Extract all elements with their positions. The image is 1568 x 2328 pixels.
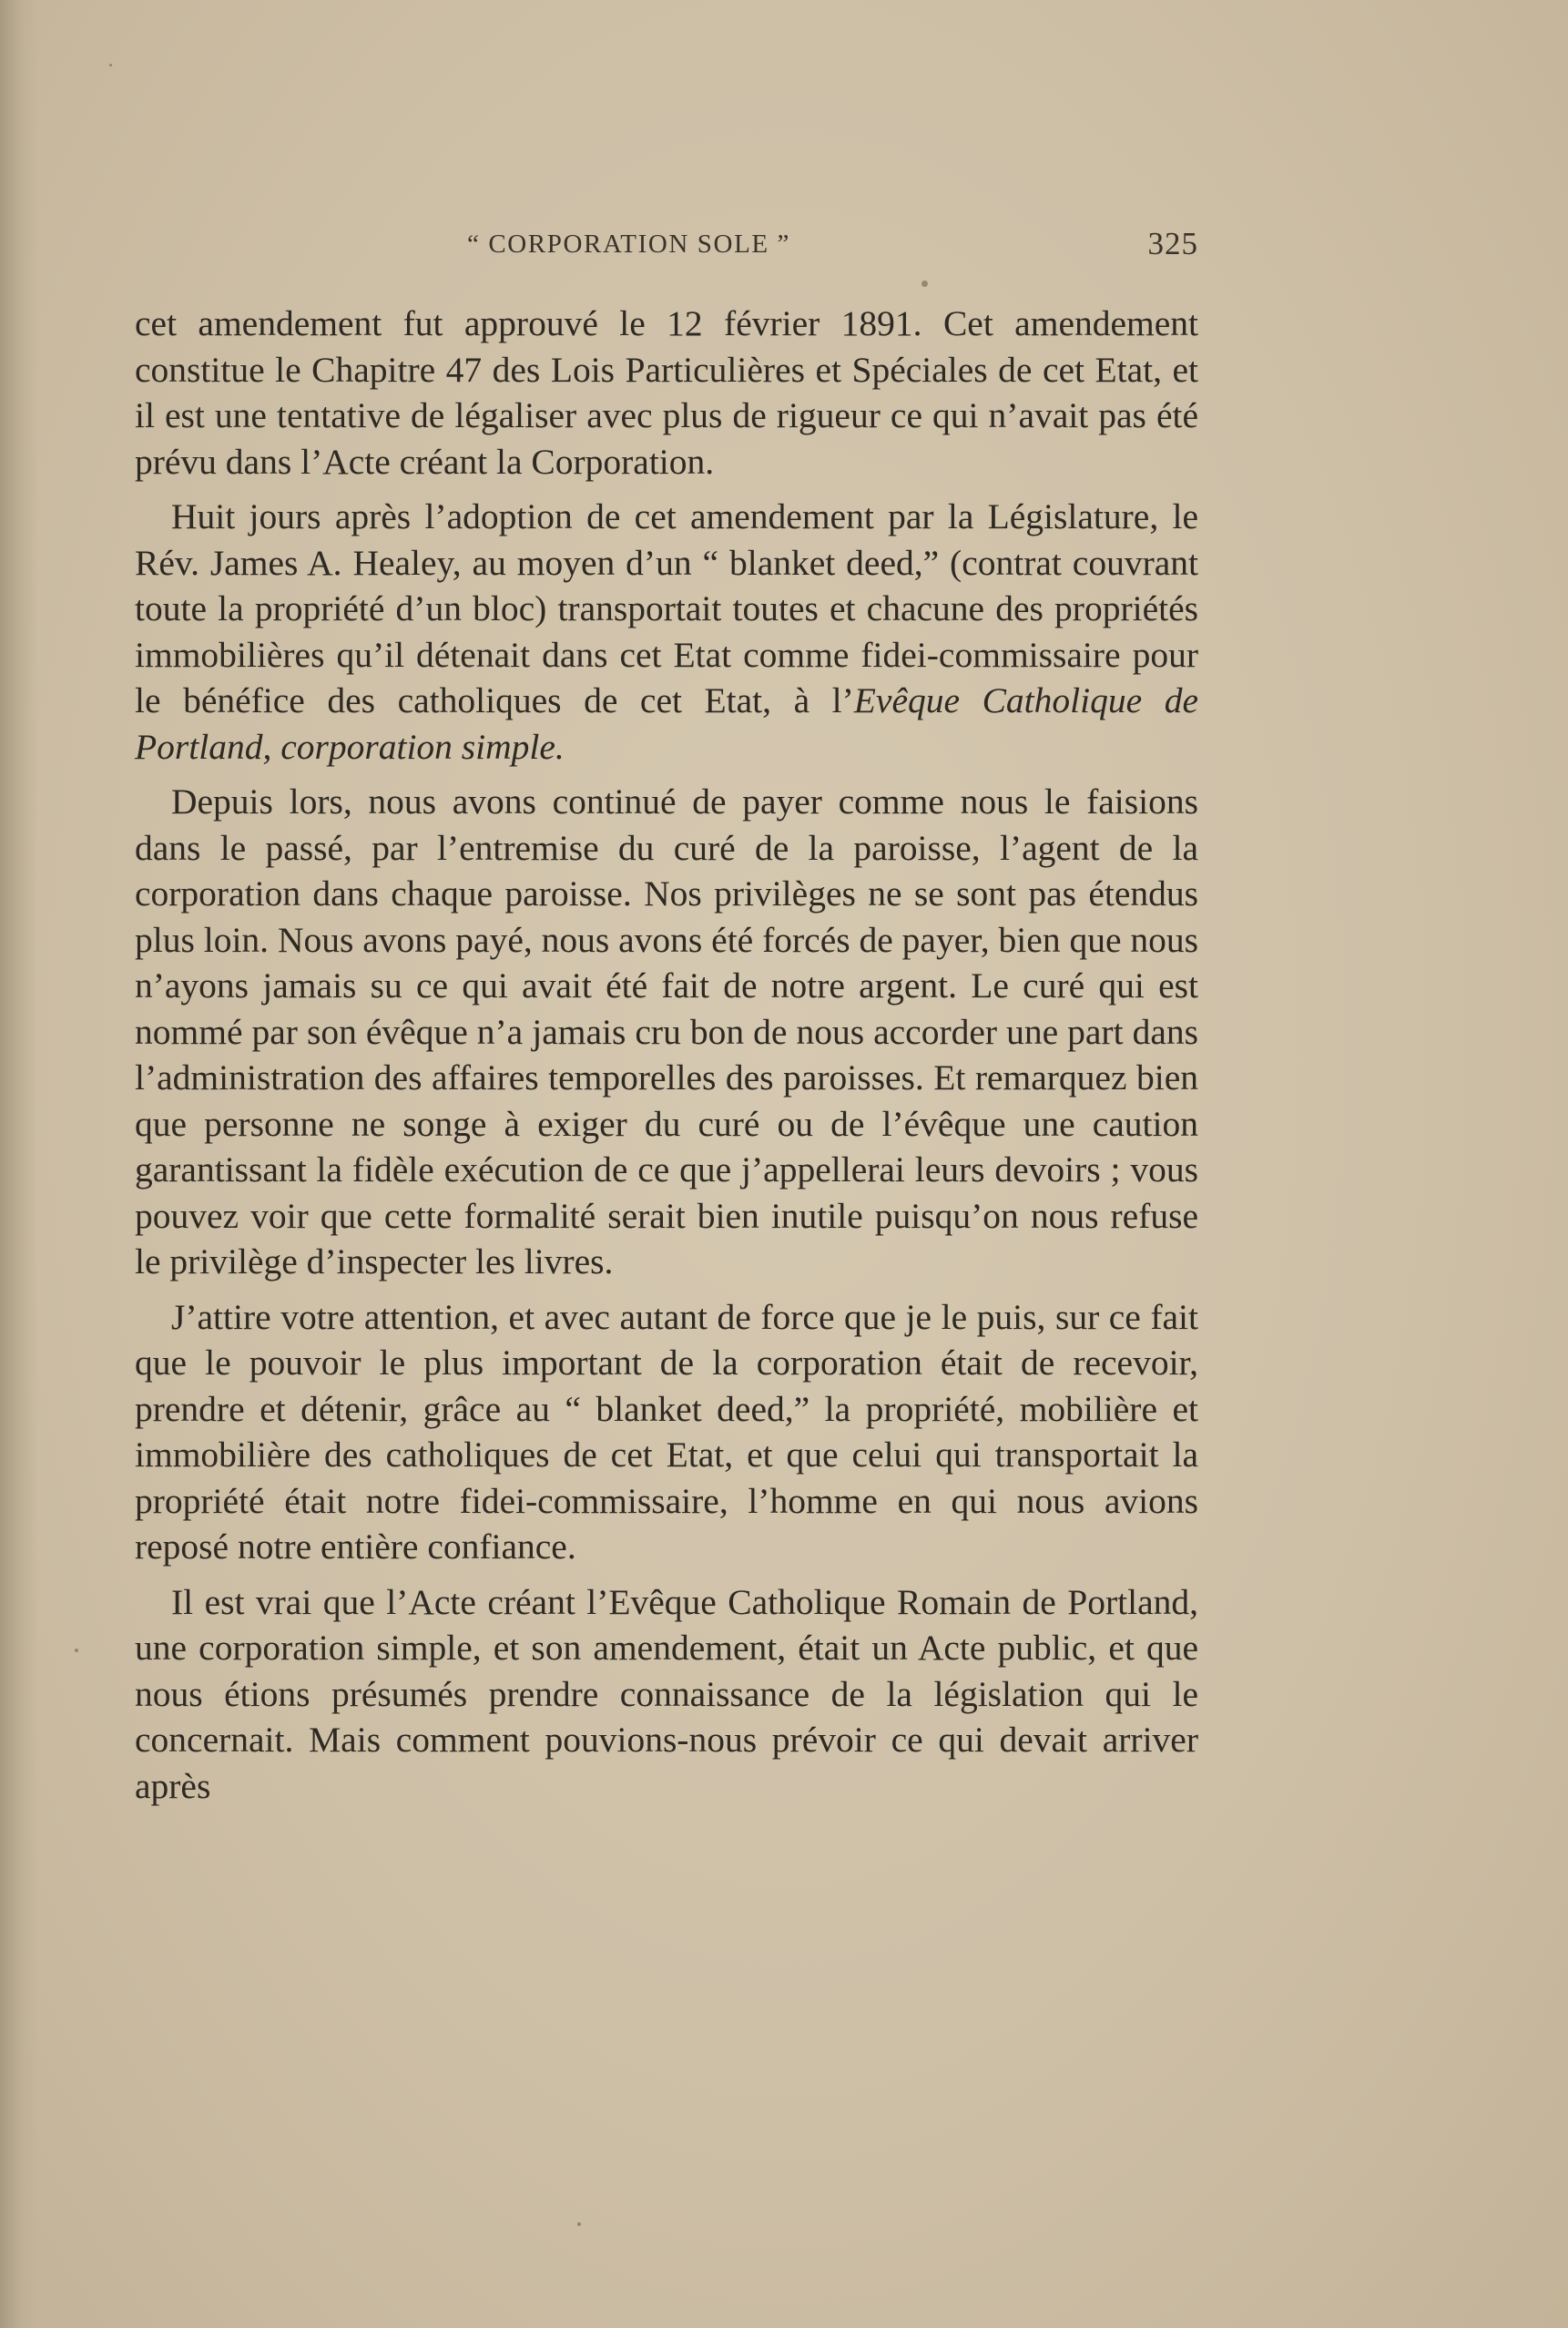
paragraph-2-text: Huit jours après l’adoption de cet amendement par la Législature, le Rév. James A. Healey, au moyen d’un “ blanket deed,” (contrat couvrant toute la propriété d’un bloc) transportait toutes et chacune des propriétés immobilières qu’il détenait dans cet Etat comme fidei-commissaire pour le bénéfice des catholiques de cet Etat, à l’ xyxy=(135,496,1198,720)
paragraph-3: Depuis lors, nous avons continué de payer comme nous le faisions dans le passé, par l’entremise du curé de la paroisse, l’agent de la corporation dans chaque paroisse. Nos privilèges ne se sont pas étendus plus loin. Nous avons payé, nous avons été forcés de payer, bien que nous n’ayons jamais su ce qui avait été fait de notre argent. Le curé qui est nommé par son évêque n’a jamais cru bon de nous accorder une part dans l’administration des affaires temporelles des paroisses. Et remarquez bien que personne ne songe à exiger du curé ou de l’évêque une caution garantissant la fidèle exécution de ce que j’appellerai leurs devoirs ; vous pouvez voir que cette formalité serait bien inutile puisqu’on nous refuse le privilège d’inspecter les livres. xyxy=(135,781,1198,1281)
paragraph-2 xyxy=(135,494,1198,770)
paragraph-5: Il est vrai que l’Acte créant l’Evêque Catholique Romain de Portland, une corporation simple, et son amendement, était un Acte public, et que nous étions présumés prendre connaissance de la législation qui le concernait. Mais comment pouvions-nous prévoir ce qui devait arriver après xyxy=(135,1581,1198,1806)
body-text xyxy=(135,301,1198,1818)
page-gutter-shadow xyxy=(0,0,38,2328)
page-header xyxy=(135,226,1198,271)
paper-speck xyxy=(577,2222,581,2226)
page-number: 325 xyxy=(1147,226,1198,261)
paper-speck xyxy=(109,64,112,66)
paragraph-1: cet amendement fut approuvé le 12 février 1891. Cet amendement constitue le Chapitre 47 des Lois Particulières et Spéciales de cet Etat, et il est une tentative de légaliser avec plus de rigueur ce qui n’avait pas été prévu dans l’Acte créant la Corporation. xyxy=(135,303,1198,482)
running-head: “ CORPORATION SOLE ” xyxy=(467,230,791,259)
paragraph-4: J’attire votre attention, et avec autant de force que je le puis, sur ce fait que le pouvoir le plus important de la corporation était de recevoir, prendre et détenir, grâce au “ blanket deed,” la propriété, mobilière et immobilière des catholiques de cet Etat, et que celui qui transportait la propriété était notre fidei-commissaire, l’homme en qui nous avions reposé notre entière confiance. xyxy=(135,1296,1198,1567)
paragraph-2-italic: Evêque Catholique de Portland, corporation simple. xyxy=(135,680,1198,767)
paper-speck xyxy=(75,1649,78,1652)
paper-speck xyxy=(921,281,928,287)
